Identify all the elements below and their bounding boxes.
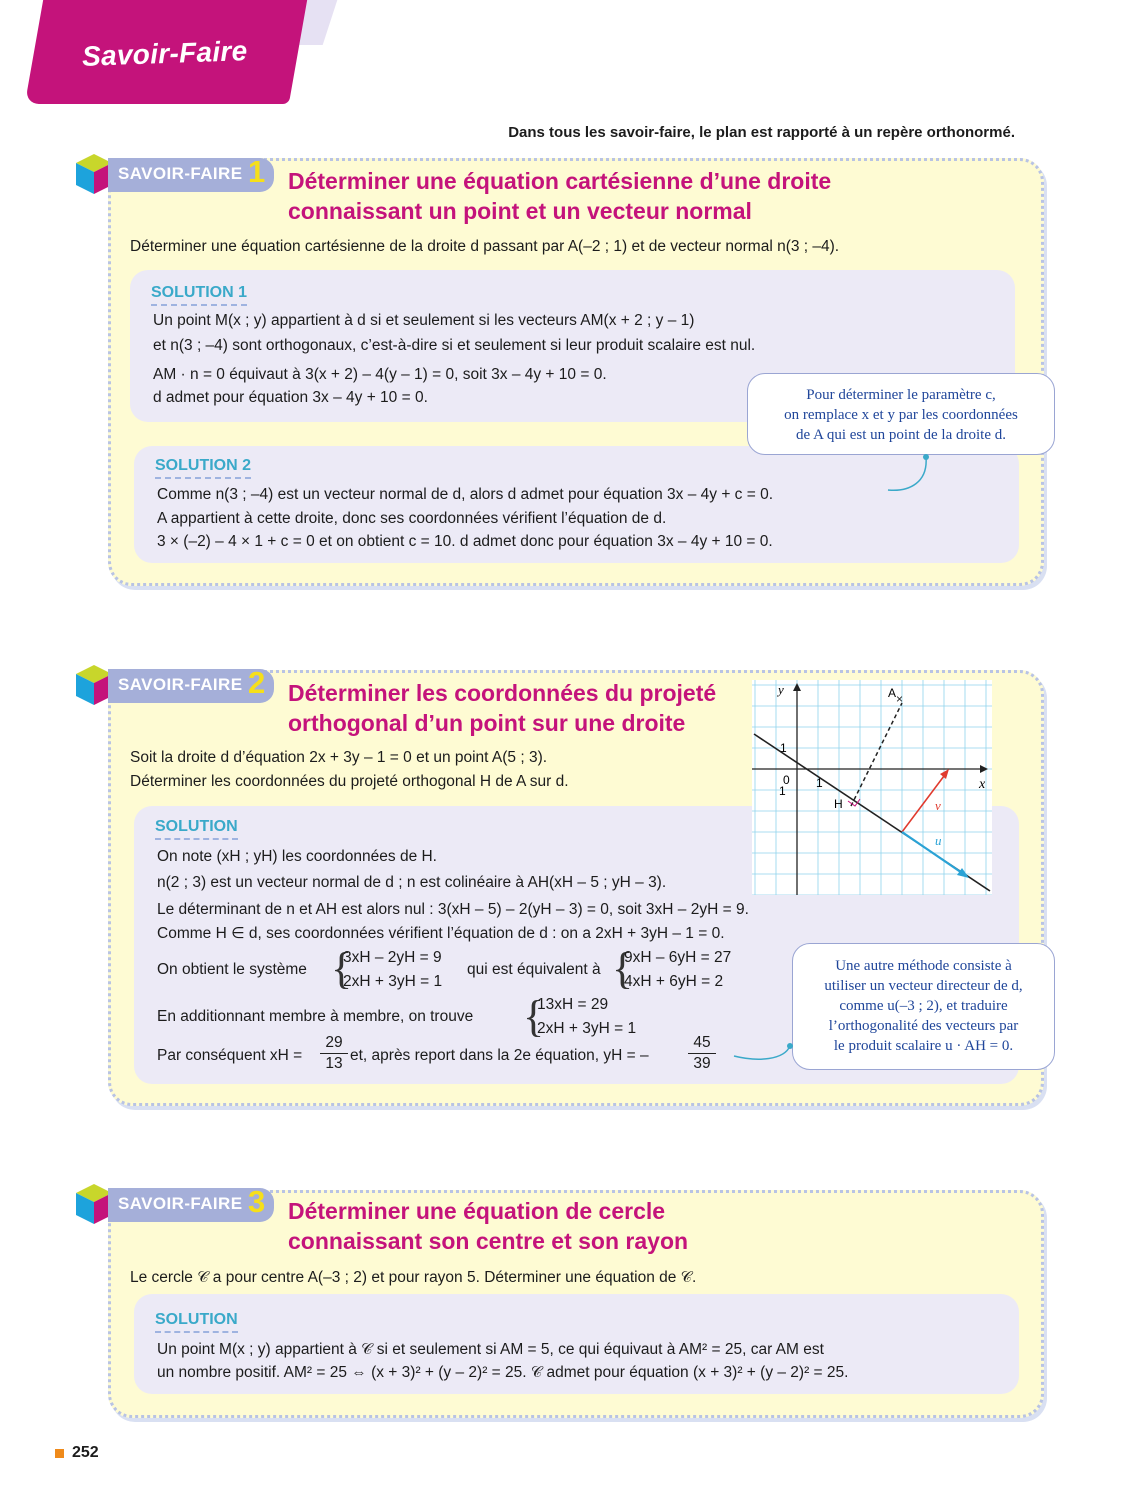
savoir-faire-3-title	[288, 1196, 688, 1256]
solution-label: SOLUTION	[155, 1311, 238, 1333]
tip-connector-2	[728, 1036, 796, 1066]
page-title: Savoir-Faire	[81, 35, 248, 72]
solution-line: Un point M(x ; y) appartient à 𝒞 si et seulement si AM = 5, ce qui équivaut à AM² = 25, car AM est	[157, 1341, 824, 1358]
title-line: Déterminer une équation de cercle	[288, 1198, 666, 1224]
system-c-eq1: 13xH = 29	[537, 996, 609, 1013]
tip-line: utiliser un vecteur directeur de d,	[824, 978, 1023, 994]
solution-line: Comme H ∈ d, ses coordonnées vérifient l’équation de d : on a 2xH + 3yH – 1 = 0.	[157, 925, 725, 942]
solution-2-line: Comme n(3 ; –4) est un vecteur normal de d, alors d admet pour équation 3x – 4y + c = 0.	[157, 486, 774, 503]
solution-line: un nombre positif. AM² = 25 ⇔ (x + 3)² + (y – 2)² = 25. 𝒞 admet pour équation (x + 3)² + (y – 2)² = 25.	[157, 1364, 849, 1381]
tip-line: l’orthogonalité des vecteurs par	[828, 1018, 1019, 1034]
projection-graph	[752, 680, 992, 895]
solution-line: On note (xH ; yH) les coordonnées de H.	[157, 848, 437, 865]
solution-line: Le déterminant de n et AH est alors nul : 3(xH – 5) – 2(yH – 3) = 0, soit 3xH – 2yH = 9.	[157, 901, 749, 918]
brace-icon: {	[523, 992, 545, 1041]
solution-label: SOLUTION	[155, 818, 238, 840]
final-text-a: Par conséquent xH =	[157, 1047, 303, 1064]
x-label: x	[979, 777, 986, 792]
tag-label: SAVOIR-FAIRE	[118, 1194, 243, 1213]
fraction-denominator: 39	[693, 1055, 711, 1072]
point-h-label: H	[834, 797, 843, 811]
brace-icon: {	[612, 944, 634, 993]
solution-2-line: A appartient à cette droite, donc ses coordonnées vérifient l’équation de d.	[157, 510, 667, 527]
page-number: 252	[72, 1444, 99, 1461]
system-a-eq1: 3xH – 2yH = 9	[343, 949, 442, 966]
tag-number: 3	[248, 1184, 266, 1219]
savoir-faire-3-statement: Le cercle 𝒞 a pour centre A(–3 ; 2) et pour rayon 5. Déterminer une équation de 𝒞.	[130, 1269, 697, 1286]
y-tick-label: 1	[780, 741, 787, 755]
tip-line: Une autre méthode consiste à	[835, 958, 1012, 974]
title-line: orthogonal d’un point sur une droite	[288, 710, 686, 736]
x-tick-label: 1	[816, 776, 823, 790]
savoir-faire-3-tag	[74, 1182, 274, 1226]
solution-1-line: et n(3 ; –4) sont orthogonaux, c’est-à-dire si et seulement si leur produit scalaire est nul.	[153, 337, 756, 354]
tag-number: 2	[248, 665, 266, 700]
tip-line: de A qui est un point de la droite d.	[796, 427, 1006, 443]
vector-v-label: v	[935, 798, 941, 813]
point-a-label: A	[888, 686, 897, 700]
title-line: connaissant un point et un vecteur normal	[288, 198, 752, 224]
vector-u-label: u	[935, 833, 942, 848]
fraction-1	[320, 1033, 348, 1074]
tag-label: SAVOIR-FAIRE	[118, 675, 243, 694]
system-c-eq2: 2xH + 3yH = 1	[537, 1020, 637, 1037]
tip-bubble-1	[747, 373, 1055, 455]
origin-label: 0	[783, 773, 790, 787]
savoir-faire-1-title	[288, 166, 831, 226]
add-intro: En additionnant membre à membre, on trouve	[157, 1008, 474, 1025]
final-text-b: et, après report dans la 2e équation, yH = –	[350, 1047, 649, 1064]
title-line: connaissant son centre et son rayon	[288, 1228, 689, 1254]
savoir-faire-1-tag	[74, 152, 274, 196]
page-marker	[55, 1449, 64, 1458]
title-line: Déterminer les coordonnées du projeté	[288, 680, 717, 706]
savoir-faire-2-statement: Déterminer les coordonnées du projeté orthogonal H de A sur d.	[130, 773, 569, 790]
solution-1-line: d admet pour équation 3x – 4y + 10 = 0.	[153, 389, 428, 406]
tip-bubble-2	[792, 943, 1055, 1070]
solution-2-line: 3 × (–2) – 4 × 1 + c = 0 et on obtient c = 10. d admet donc pour équation 3x – 4y + 10 = 0.	[157, 533, 773, 550]
y-label: y	[778, 682, 784, 697]
y-tick-label-neg: 1	[779, 784, 786, 798]
savoir-faire-2-tag	[74, 663, 274, 707]
system-mid: qui est équivalent à	[467, 961, 601, 978]
brace-icon: {	[331, 944, 353, 993]
savoir-faire-2-statement: Soit la droite d d’équation 2x + 3y – 1 = 0 et un point A(5 ; 3).	[130, 749, 548, 766]
system-b-eq1: 9xH – 6yH = 27	[624, 949, 732, 966]
solution-line: n(2 ; 3) est un vecteur normal de d ; n est colinéaire à AH(xH – 5 ; yH – 3).	[157, 874, 667, 891]
solution-1-line: Un point M(x ; y) appartient à d si et seulement si les vecteurs AM(x + 2 ; y – 1)	[153, 312, 695, 329]
tip-line: comme u(–3 ; 2), et traduire	[839, 998, 1008, 1014]
tag-label: SAVOIR-FAIRE	[118, 164, 243, 183]
fraction-numerator: 45	[688, 1033, 716, 1054]
system-intro: On obtient le système	[157, 961, 307, 978]
tip-connector-1	[880, 452, 940, 497]
savoir-faire-1-statement: Déterminer une équation cartésienne de la droite d passant par A(–2 ; 1) et de vecteur normal n(3 ; –4).	[130, 238, 840, 255]
system-a-eq2: 2xH + 3yH = 1	[343, 973, 443, 990]
title-line: Déterminer une équation cartésienne d’une droite	[288, 168, 832, 194]
tip-line: Pour déterminer le paramètre c,	[806, 387, 996, 403]
svg-text:×: ×	[896, 692, 904, 706]
tip-line: on remplace x et y par les coordonnées	[784, 407, 1018, 423]
system-b-eq2: 4xH + 6yH = 2	[624, 973, 724, 990]
solution-1-label: SOLUTION 1	[151, 284, 247, 306]
tip-line: le produit scalaire u · AH = 0.	[833, 1038, 1014, 1054]
solution-1-line: AM · n = 0 équivaut à 3(x + 2) – 4(y – 1) = 0, soit 3x – 4y + 10 = 0.	[153, 366, 607, 383]
fraction-numerator: 29	[320, 1033, 348, 1054]
fraction-denominator: 13	[325, 1055, 343, 1072]
tag-number: 1	[248, 154, 266, 189]
fraction-2	[688, 1033, 716, 1074]
intro-text: Dans tous les savoir-faire, le plan est rapporté à un repère orthonormé.	[508, 124, 1015, 141]
solution-2-label: SOLUTION 2	[155, 457, 251, 479]
savoir-faire-2-title	[288, 678, 716, 738]
